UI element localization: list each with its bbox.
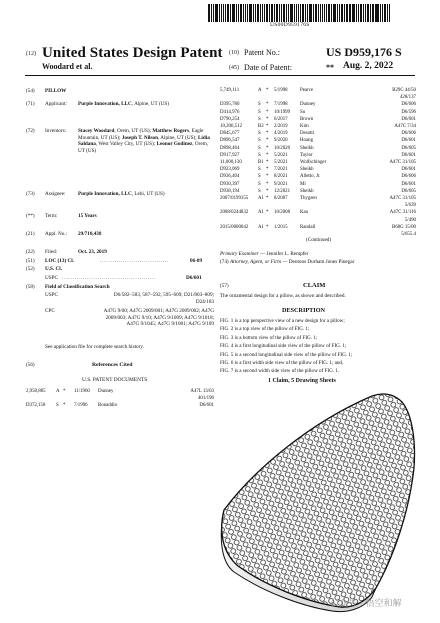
ref-name: Thygsen <box>300 196 317 201</box>
ref-no: 10,206,512 <box>220 124 243 129</box>
ref-kind: S <box>258 188 261 194</box>
claim-heading: CLAIM <box>303 282 326 289</box>
ref-date: 10/2020 <box>274 145 291 151</box>
ref-no: 5,749,111 <box>220 88 240 93</box>
fig-description: FIG. 3 is a bottom view of the pillow of FIG. 1; <box>220 334 318 341</box>
ref-no: D898,464 <box>220 145 240 151</box>
refs-heading: References Cited <box>92 362 133 368</box>
ref-class: D6/601 <box>401 152 416 158</box>
filed-value: Oct. 23, 2019 <box>78 249 107 255</box>
ref-date: 5/2021 <box>274 160 288 165</box>
watermark: 公众号 · 悟空和解 <box>330 599 402 609</box>
ref-kind: S <box>56 403 59 409</box>
ref-class: D6/601 <box>199 403 214 409</box>
us-patent-docs-heading: U.S. PATENT DOCUMENTS <box>82 377 148 383</box>
assignee-value <box>78 191 214 198</box>
authors: Woodard et al. <box>42 62 93 71</box>
pillow-illustration <box>214 388 420 613</box>
attorney-label: Attorney, Agent, or Firm <box>229 259 282 265</box>
applicant-label: Applicant: <box>45 101 67 107</box>
uscl-num: (52) <box>26 266 35 272</box>
ref-date: 8/2021 <box>274 174 288 180</box>
inventor-name: Joseph T. Nilson <box>121 134 158 141</box>
ref-star: * <box>266 160 269 165</box>
ref-kind: A <box>258 88 262 93</box>
ref-kind: S <box>258 138 261 144</box>
loc-num: (51) <box>26 258 35 264</box>
ref-name: Su <box>300 109 306 115</box>
ref-date: 7/2021 <box>274 167 288 173</box>
ref-no: D938,194 <box>220 188 240 194</box>
uscl-leader: ............................................. <box>62 275 157 281</box>
ref-star: * <box>266 210 269 216</box>
ref-star: * <box>266 138 269 144</box>
ref-date: 5/2021 <box>274 152 288 158</box>
uscl-value: D6/601 <box>186 275 202 281</box>
claim-text: The ornamental design for a pillow, as shown and described. <box>220 293 346 299</box>
ref-class: A47C 7/34 <box>394 124 416 129</box>
examiner-line <box>220 251 416 258</box>
claims-summary: 1 Claim, 5 Drawing Sheets <box>268 378 336 384</box>
ref-name: Dunney <box>300 102 316 108</box>
ref-kind: B2 <box>258 124 264 129</box>
ref-class-secondary: 5/639 <box>404 203 416 209</box>
ref-star: * <box>266 196 269 201</box>
ref-kind: S <box>258 109 261 115</box>
ref-date: 6/2017 <box>274 116 288 122</box>
ref-star: * <box>266 174 269 180</box>
ref-class: A47C 31/105 <box>389 196 416 201</box>
ref-class: D6/601 <box>401 138 416 144</box>
field-cpc-label: CPC <box>45 308 55 314</box>
applicant-location: , Alpine, UT (US) <box>131 101 169 107</box>
date-label: Date of Patent: <box>244 63 292 72</box>
inventor-name: Lidia Saldana <box>78 134 210 148</box>
field-class-num: (58) <box>26 284 35 290</box>
ref-date: 7/1996 <box>74 403 88 409</box>
ref-no: D923,069 <box>220 167 240 173</box>
ref-star: * <box>266 88 269 93</box>
patent-number: US D959,176 S <box>326 45 402 59</box>
uscl-uspc: USPC <box>45 275 58 281</box>
inventor-location: , Alpine, UT (US); <box>158 134 197 141</box>
term-value: 15 Years <box>78 213 97 219</box>
ref-name: Sheikh <box>300 145 314 151</box>
ref-class: D6/605 <box>401 145 416 151</box>
ref-star: * <box>266 102 269 108</box>
ref-kind: S <box>258 152 261 158</box>
ref-class-secondary: 5/490 <box>404 217 416 223</box>
design-title: PILLOW <box>45 88 67 94</box>
ref-date: 10/1999 <box>274 109 291 115</box>
ref-kind: A <box>56 389 60 394</box>
ref-no: D845,677 <box>220 131 240 137</box>
ref-class: D6/596 <box>401 109 416 115</box>
ref-star: * <box>63 403 66 409</box>
inventor-name: Matthew Rogers <box>152 128 190 134</box>
ref-no: 2,958,885 <box>26 389 46 394</box>
ref-class: D6/601 <box>401 116 416 122</box>
inventor-location: , West Valley City, UT (US); <box>95 141 156 148</box>
inventor-name: Leonor Godinez <box>156 141 193 148</box>
country-code-num: (12) <box>26 51 36 57</box>
ref-name: Wolfschinger <box>300 160 327 165</box>
ref-name: Alletto, Jr. <box>300 174 321 180</box>
inventors-num: (72) <box>26 128 35 134</box>
ref-class: A47L 13/03 <box>190 389 214 394</box>
examiner-label: Primary Examiner <box>220 251 259 257</box>
ref-name: Sheikh <box>300 167 314 173</box>
ref-class: D6/606 <box>401 102 416 108</box>
ref-class: D6/606 <box>401 131 416 137</box>
ref-no: D930,397 <box>220 181 240 187</box>
ref-date: 12/2021 <box>274 188 291 194</box>
inventors-label: Inventors: <box>45 128 67 134</box>
ref-star: * <box>266 124 269 129</box>
ref-class-secondary: 428/137 <box>399 95 416 101</box>
ref-class: D6/606 <box>401 174 416 180</box>
claim-num: (57) <box>220 283 229 289</box>
ref-class: B68G 15/00 <box>391 224 416 230</box>
loc-value: 06-09 <box>190 258 203 264</box>
ref-class: A47C 31/105 <box>389 160 416 165</box>
ref-date: 4/2019 <box>274 131 288 137</box>
assignee-num: (73) <box>26 191 35 197</box>
ref-no: 2015/0000042 <box>220 224 249 230</box>
ref-star: * <box>266 145 269 151</box>
ref-kind: A1 <box>258 210 264 216</box>
ref-kind: B1 <box>258 160 264 165</box>
appl-num: (21) <box>26 231 35 237</box>
patent-no-num: (10) <box>229 50 239 56</box>
ref-date: 8/2007 <box>274 196 288 201</box>
ref-star: * <box>266 188 269 194</box>
assignee-name: Purple Innovation, LLC <box>78 191 132 197</box>
ref-date: 9/2020 <box>274 138 288 144</box>
inventor-location: , Orem, UT (US); <box>114 128 152 134</box>
search-history-note: See application file for complete search history. <box>45 344 144 350</box>
term-label: Term: <box>45 213 58 219</box>
ref-star: * <box>266 109 269 115</box>
filed-num: (22) <box>26 249 35 255</box>
patent-date: Aug. 2, 2022 <box>343 61 394 71</box>
ref-no: D790,254 <box>220 116 240 122</box>
ref-no: D936,404 <box>220 174 240 180</box>
continued-note: (Continued) <box>306 237 332 243</box>
ref-class: B29C 44/50 <box>392 88 416 93</box>
inventor-location: , Eagle Mountain, UT (US); <box>78 128 204 141</box>
ref-kind: S <box>258 167 261 173</box>
applicant-name: Purple Innovation, LLC <box>78 101 132 107</box>
ref-star: * <box>266 181 269 187</box>
ref-kind: A1 <box>258 224 264 230</box>
figure-descriptions <box>220 317 416 376</box>
fig-description: FIG. 7 is a second width side view of the pillow of FIG. 1. <box>220 368 340 375</box>
patent-no-label: Patent No.: <box>244 48 280 57</box>
ref-date: 2/2019 <box>274 124 288 129</box>
attorney-num: (74) <box>220 259 229 265</box>
fig-description: FIG. 1 is a top perspective view of a new design for a pillow; <box>220 318 345 324</box>
ref-no: D896,547 <box>220 138 240 144</box>
ref-kind: S <box>258 116 261 122</box>
filed-label: Filed: <box>45 249 58 255</box>
ref-class: A47C 31/116 <box>389 210 416 216</box>
ref-no: 11,000,130 <box>220 160 242 165</box>
ref-no: D372,158 <box>26 403 46 409</box>
field-uspc-label: USPC <box>45 292 58 298</box>
applicant-value <box>78 101 214 108</box>
attorney-line <box>220 259 416 266</box>
assignee-label: Assignee: <box>45 191 66 197</box>
ref-name: Desotti <box>300 131 315 137</box>
ref-star: * <box>266 167 269 173</box>
ref-kind: S <box>258 181 261 187</box>
ref-class-secondary: 401/196 <box>197 396 214 402</box>
title-num: (54) <box>26 88 35 94</box>
ref-date: 10/2008 <box>274 210 291 216</box>
appl-label: Appl. No.: <box>45 231 68 237</box>
ref-star: * <box>266 152 269 158</box>
ref-name: Mi <box>300 181 306 187</box>
examiner-name: — Jennifer L. Rempfer <box>260 251 309 257</box>
ref-name: Bonaddio <box>98 403 118 409</box>
field-class-label: Field of Classification Search <box>45 284 110 290</box>
ref-kind: S <box>258 131 261 137</box>
ref-date: 11/1960 <box>74 389 90 394</box>
inventors-list <box>78 128 214 154</box>
assignee-location: , Lehi, UT (US) <box>131 191 165 197</box>
ref-star: * <box>266 224 269 230</box>
description-heading: DESCRIPTION <box>282 307 325 314</box>
ref-name: Pearce <box>300 88 314 93</box>
date-marks: ** <box>326 63 334 72</box>
ref-kind: S <box>258 145 261 151</box>
ref-name: Randall <box>300 224 316 230</box>
ref-name: Taylor <box>300 152 313 158</box>
patent-type-title: United States Design Patent <box>42 45 223 61</box>
field-cpc-value: A47G 9/00; A47G 2009/001; A47G 2009/002; A47G 2009/003; A47G 9/10; A47G 9/1009; A47G 9/1018; A47G 9/1045; A47G 9/1081; A47G 9/109 <box>103 308 214 328</box>
ref-name: Brown <box>300 116 314 122</box>
loc-label: LOC (13) Cl. <box>45 258 74 264</box>
loc-leader: ................................. <box>100 258 170 264</box>
ref-date: 9/2021 <box>274 181 288 187</box>
ref-name: Sheikh <box>300 188 314 194</box>
ref-date: 5/1998 <box>274 88 288 93</box>
ref-class: D6/601 <box>401 167 416 173</box>
ref-no: D917,927 <box>220 152 240 158</box>
fig-description: FIG. 5 is a second longitudinal side view of the pillow of FIG. 1; <box>220 351 353 358</box>
ref-name: Hoang <box>300 138 314 144</box>
ref-kind: S <box>258 174 261 180</box>
ref-class: D6/601 <box>401 181 416 187</box>
ref-date: 7/1998 <box>274 102 288 108</box>
date-num: (45) <box>229 65 239 71</box>
refs-num: (56) <box>26 362 35 368</box>
ref-star: * <box>266 116 269 122</box>
ref-name: Dunney <box>98 389 114 394</box>
ref-no: D414,976 <box>220 109 240 115</box>
fig-description: FIG. 2 is a top view of the pillow of FIG. 1; <box>220 326 310 333</box>
ref-kind: S <box>258 102 261 108</box>
attorney-name: — Dentons Durham Jones Pinegar <box>282 259 355 265</box>
uscl-label: U.S. Cl. <box>45 266 63 272</box>
applicant-num: (71) <box>26 101 35 107</box>
appl-value: 29/710,438 <box>78 231 102 237</box>
ref-name: Kim <box>300 124 309 129</box>
ref-date: 1/2015 <box>274 224 288 230</box>
fig-description: FIG. 6 is a first width side view of the pillow of FIG. 1; and, <box>220 360 344 367</box>
inventor-name: Stacey Woodard <box>78 128 115 134</box>
fig-description: FIG. 4 is a first longitudinal side view of the pillow of FIG. 1; <box>220 343 347 350</box>
ref-star: * <box>266 131 269 137</box>
ref-star: * <box>63 389 66 394</box>
document-id: US00D959176S <box>270 22 310 28</box>
term-num: (**) <box>26 213 35 219</box>
ref-class: D6/605 <box>401 188 416 194</box>
ref-no: 2008/0244832 <box>220 210 249 216</box>
pillow-drawing <box>214 388 420 613</box>
inventor-location: , Orem, UT (US) <box>78 141 209 154</box>
ref-class-secondary: 5/655.4 <box>401 232 416 237</box>
ref-name: Kao <box>300 210 309 216</box>
ref-no: 2007/0199155 <box>220 196 249 201</box>
field-uspc-value: D6/582–583, 587–592, 595–609; D21/803–809; D24/183 <box>113 292 214 305</box>
ref-kind: A1 <box>258 196 264 201</box>
ref-no: D395,780 <box>220 102 240 108</box>
